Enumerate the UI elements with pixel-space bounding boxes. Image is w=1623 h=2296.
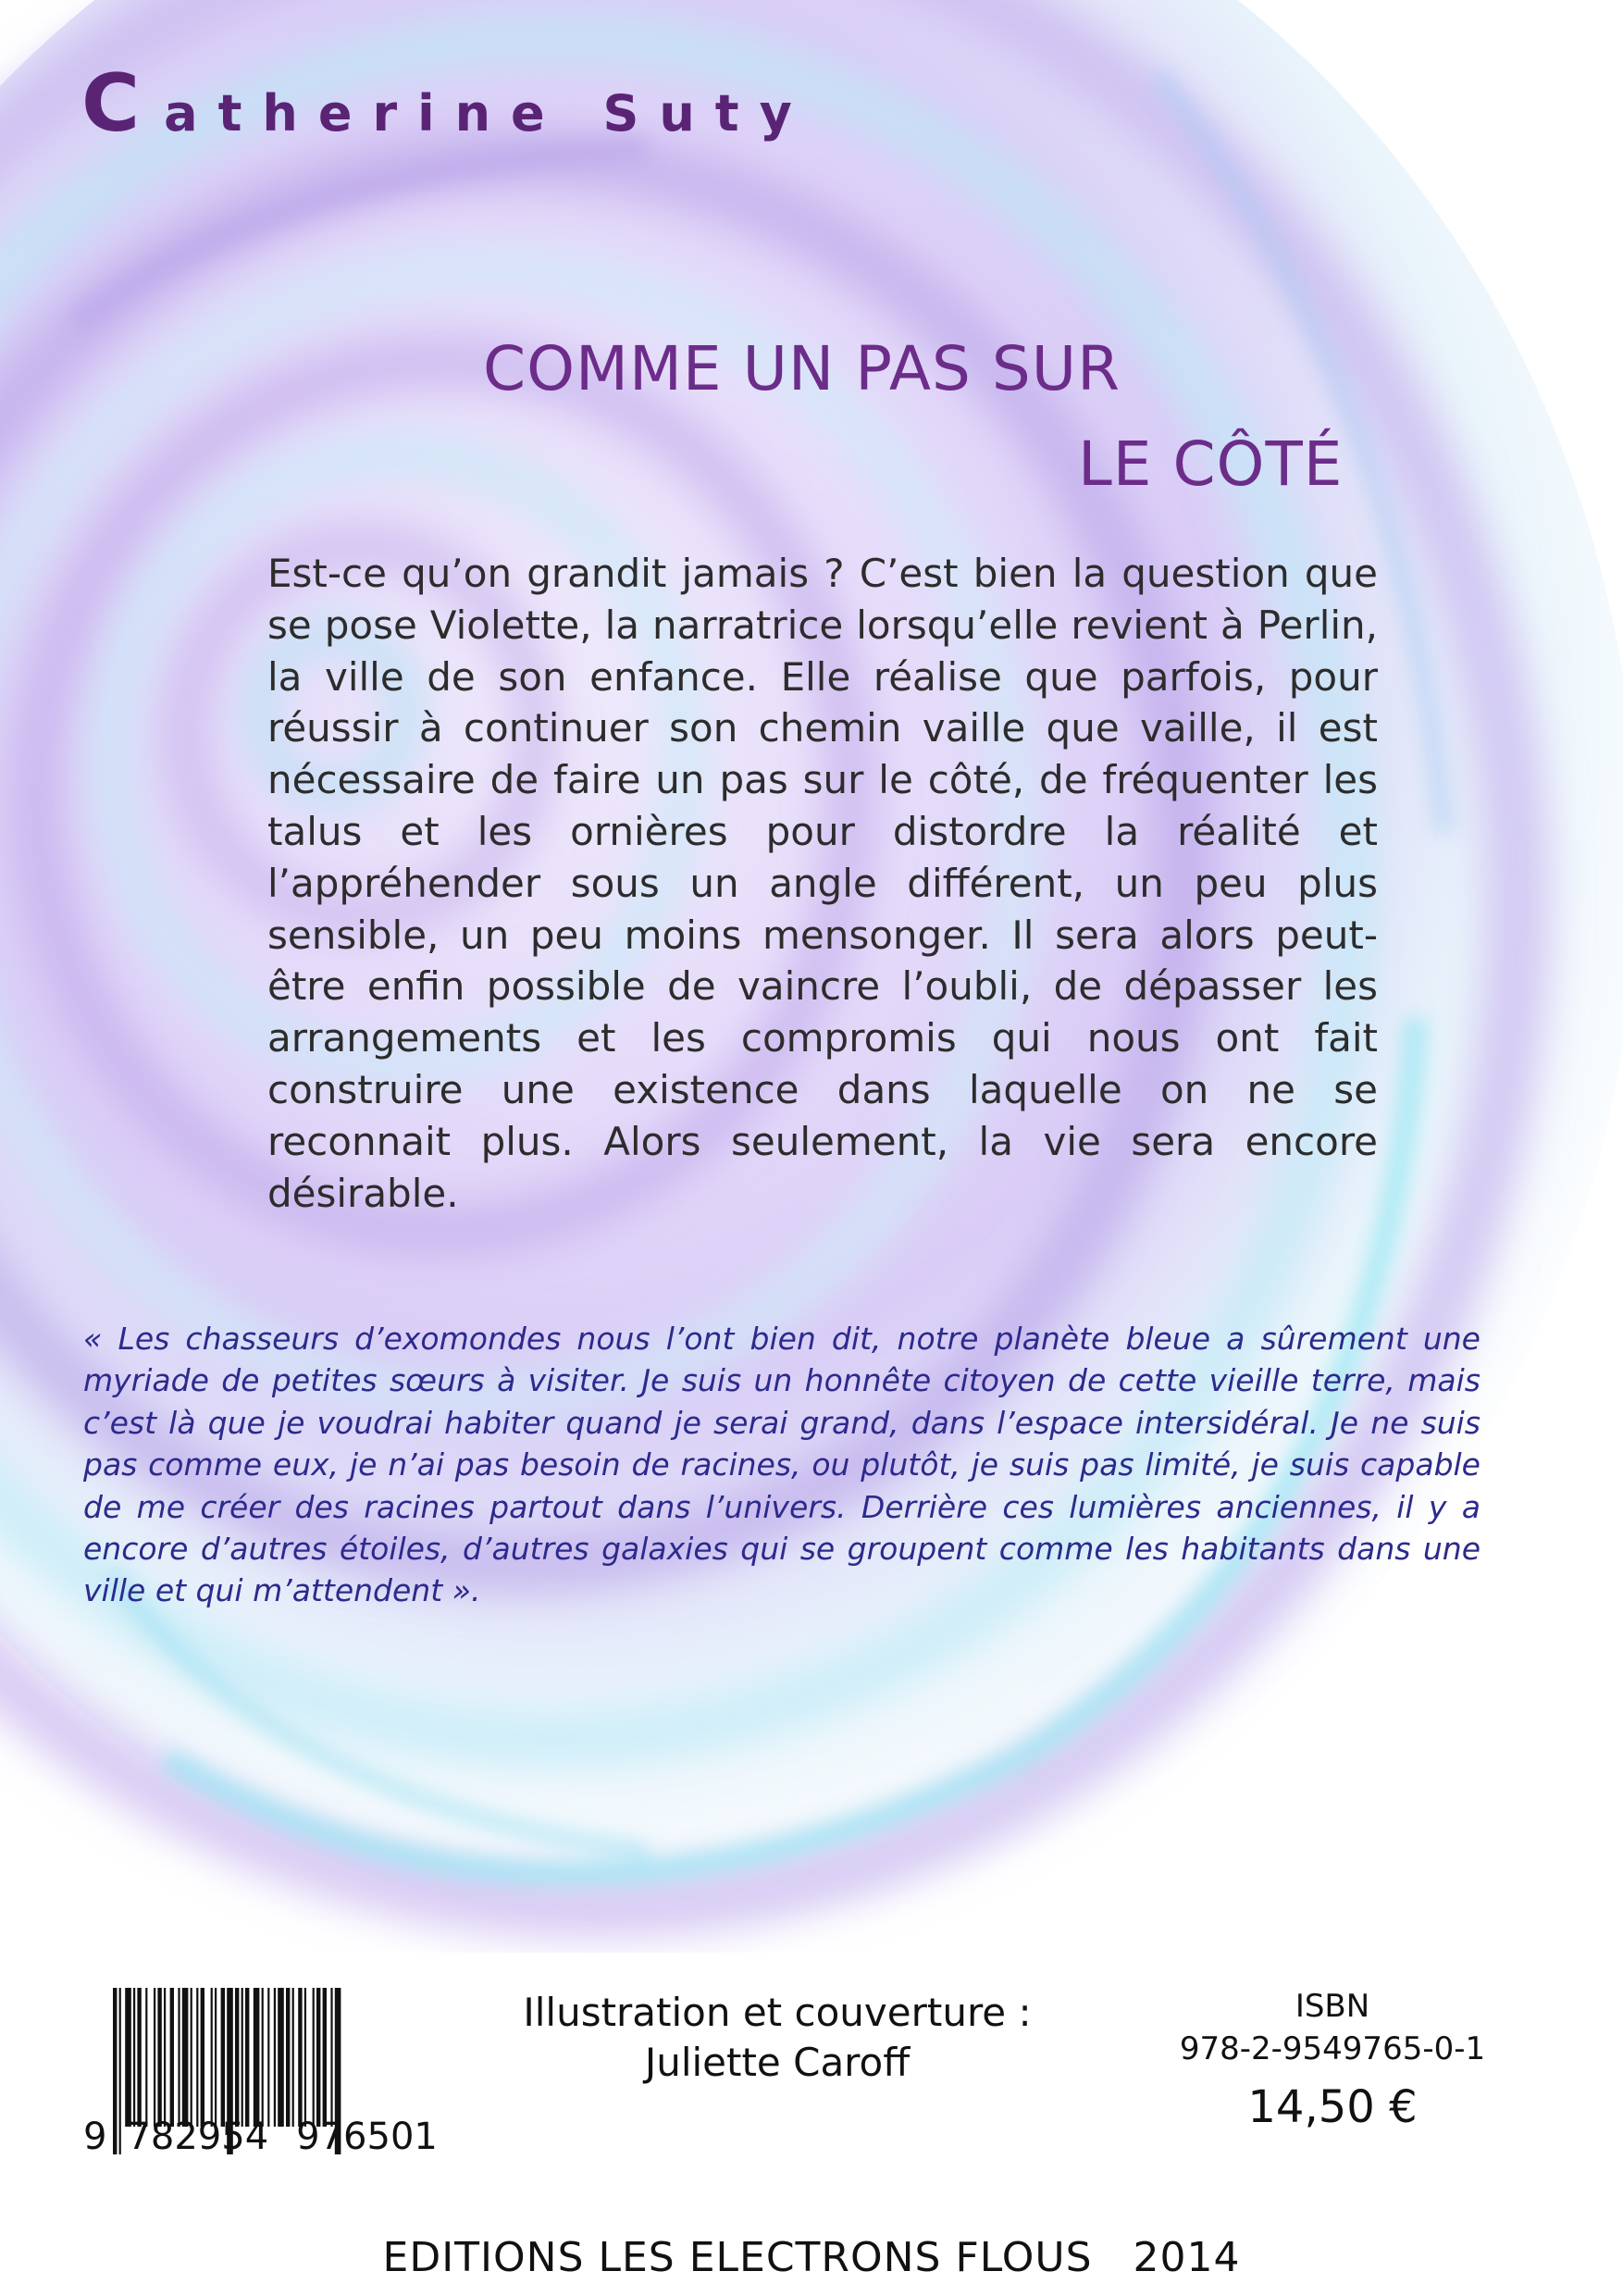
book-excerpt-quote: « Les chasseurs d’exomondes nous l’ont bien dit, notre planète bleue a sûrement une myriade de petites sœurs à visiter. Je suis un honnête citoyen de cette vieille terre, mais c’est là que je voudrai habiter quand je serai grand, dans l’espace intersidéral. Je ne suis pas comme eux, je n’ai pas besoin de racines, ou plutôt, je suis pas limité, je suis capable de me créer des racines partout dans l’univers. Derrière ces lumières anciennes, il y a encore d’autres étoiles, d’autres galaxies qui se groupent comme les habitants dans une ville et qui m’attendent ». — [83, 1321, 1481, 1609]
publisher-name: EDITIONS LES ELECTRONS FLOUS — [382, 2234, 1093, 2281]
barcode-digits — [83, 2116, 472, 2158]
credit-name: Juliette Caroff — [644, 2040, 911, 2085]
barcode-group-2: 976501 — [296, 2116, 438, 2158]
author-name-rest: atherine Suty — [164, 84, 812, 143]
book-title-line-1: COMME UN PAS SUR — [483, 333, 1121, 404]
isbn-number: 978-2-9549765-0-1 — [1179, 2030, 1486, 2067]
barcode-group-1: 782954 — [127, 2116, 269, 2158]
barcode-lead-digit: 9 — [83, 2116, 107, 2158]
book-blurb: Est-ce qu’on grandit jamais ? C’est bien la question que se pose Violette, la narratrice lorsqu’elle revient à Perlin, la ville de son enfance. Elle réalise que parfois, pour réussir à continuer son chemin vaille que vaille, il est nécessaire de faire un pas sur le côté, de fréquenter les talus et les ornières pour distordre la réalité et l’appréhender sous un angle différent, un peu plus sensible, un peu moins mensonger. Il sera alors peut-être enfin possible de vaincre l’oubli, de dépasser les arrangements et les compromis qui nous ont fait construire une existence dans laquelle on ne se reconnait plus. Alors seulement, la vie sera encore désirable. — [267, 551, 1378, 1216]
isbn-label: ISBN — [1295, 1988, 1370, 2025]
book-title-line-2: LE CÔTÉ — [1078, 428, 1344, 500]
author-initial: C — [81, 57, 165, 150]
isbn-price-block — [1175, 1985, 1490, 2137]
publisher-line — [0, 2234, 1623, 2281]
publication-year: 2014 — [1133, 2234, 1241, 2281]
credit-label: Illustration et couverture : — [523, 1990, 1032, 2035]
author-name — [81, 57, 812, 150]
illustration-credit — [500, 1988, 1055, 2088]
price: 14,50 € — [1247, 2081, 1418, 2133]
